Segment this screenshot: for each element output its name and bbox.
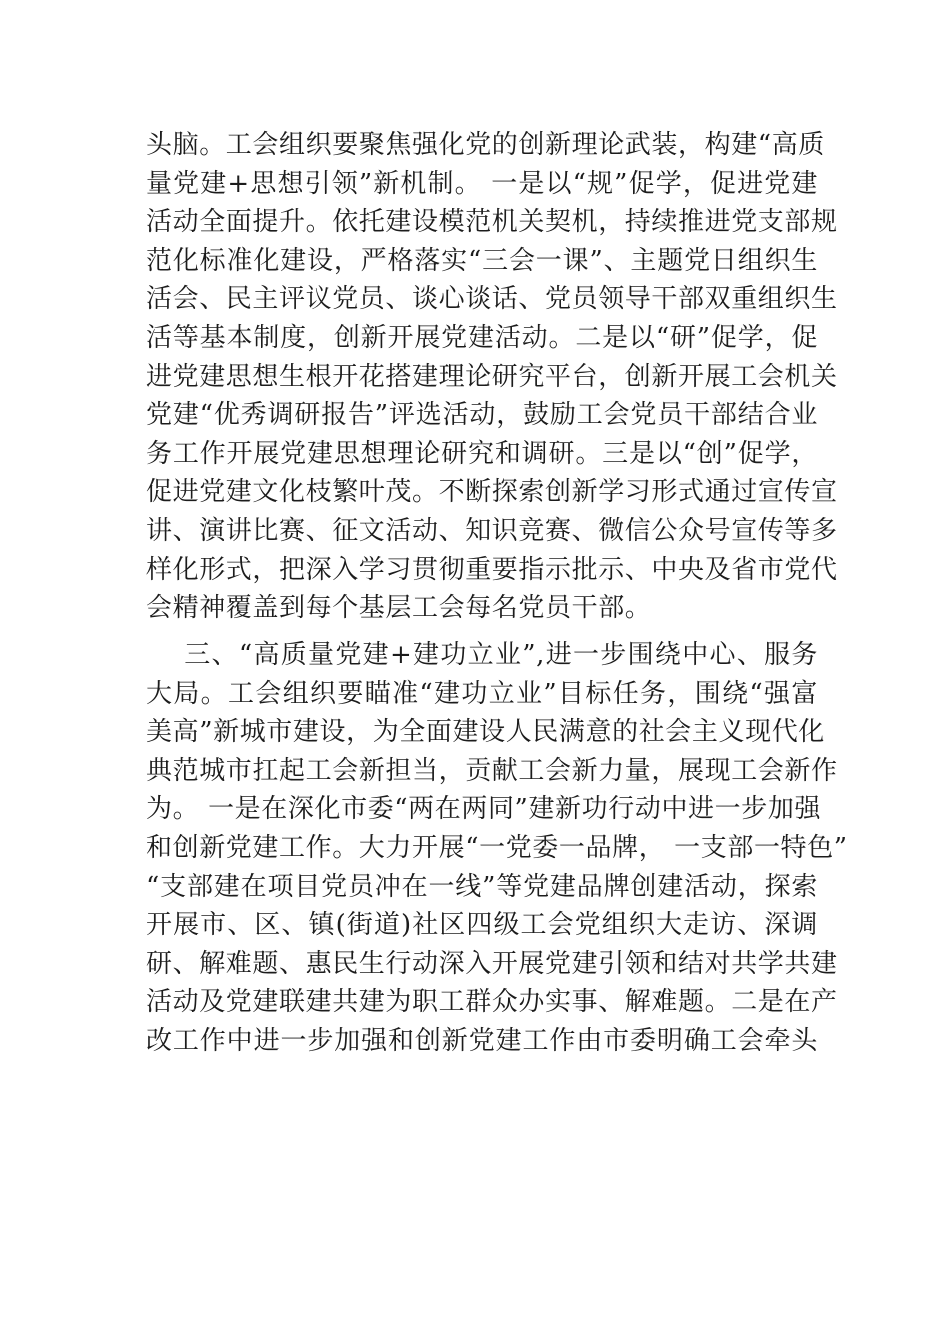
text-line: 开展市、区、镇(街道)社区四级工会党组织大走访、深调 (146, 910, 818, 941)
text-line: 会精神覆盖到每个基层工会每名党员干部。 (146, 593, 652, 624)
text-line: 大局。工会组织要瞄准“建功立业”目标任务，围绕“强富 (146, 678, 818, 709)
text-line: 促进党建文化枝繁叶茂。不断探索创新学习形式通过宣传宣 (146, 477, 838, 508)
paragraph-party-building-study (146, 126, 838, 628)
text-line: 样化形式，把深入学习贯彻重要指示批示、中央及省市党代 (146, 554, 838, 585)
text-line: 为。 一是在深化市委“两在两同”建新功行动中进一步加强 (146, 794, 822, 825)
text-line: “支部建在项目党员冲在一线”等党建品牌创建活动，探索 (146, 871, 818, 902)
text-line: 改工作中进一步加强和创新党建工作由市委明确工会牵头 (146, 1025, 818, 1056)
text-line: 活动及党建联建共建为职工群众办实事、解难题。二是在产 (146, 987, 838, 1018)
text-line: 活动全面提升。依托建设模范机关契机，持续推进党支部规 (146, 207, 838, 238)
paragraph-section-three (146, 636, 848, 1061)
text-line: 活会、民主评议党员、谈心谈话、党员领导干部双重组织生 (146, 284, 838, 315)
text-line: 进党建思想生根开花搭建理论研究平台，创新开展工会机关 (146, 361, 838, 392)
text-line: 务工作开展党建思想理论研究和调研。三是以“创”促学， (146, 438, 818, 469)
text-line: 头脑。工会组织要聚焦强化党的创新理论武装，构建“高质 (146, 130, 825, 160)
section-heading-line: 三、“高质量党建+建功立业”,进一步围绕中心、服务 (146, 640, 818, 670)
text-line: 党建“优秀调研报告”评选活动，鼓励工会党员干部结合业 (146, 400, 818, 431)
text-line: 研、解难题、惠民生行动深入开展党建引领和结对共学共建 (146, 948, 838, 979)
text-line: 量党建+思想引领”新机制。 一是以“规”促学，促进党建 (146, 168, 818, 199)
text-line: 和创新党建工作。大力开展“一党委一品牌， 一支部一特色” (146, 832, 848, 863)
text-line: 讲、演讲比赛、征文活动、知识竞赛、微信公众号宣传等多 (146, 515, 838, 546)
text-line: 典范城市扛起工会新担当，贡献工会新力量，展现工会新作 (146, 755, 838, 786)
text-line: 范化标准化建设，严格落实“三会一课”、主题党日组织生 (146, 245, 818, 276)
text-line: 活等基本制度，创新开展党建活动。二是以“研”促学，促 (146, 322, 818, 353)
text-line: 美高”新城市建设，为全面建设人民满意的社会主义现代化 (146, 717, 825, 748)
